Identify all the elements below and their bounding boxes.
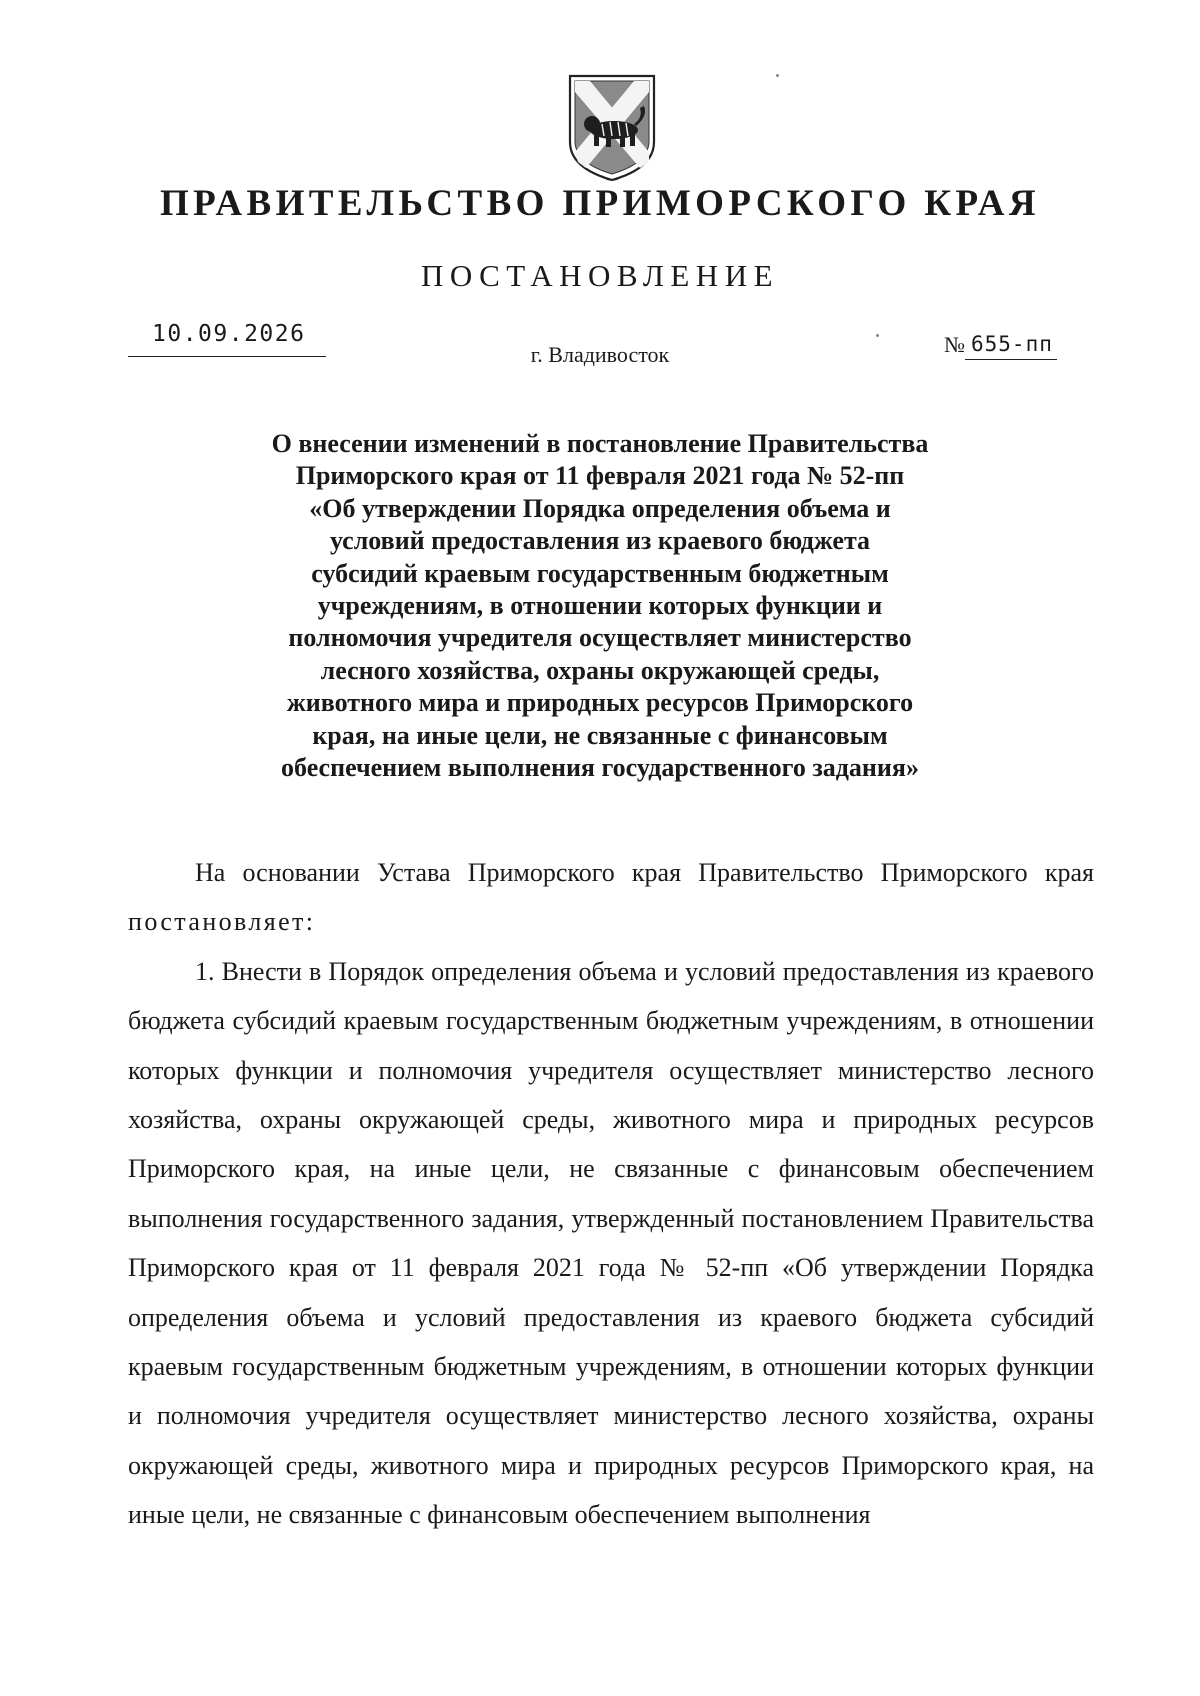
number-sign: № xyxy=(944,332,965,357)
subject-line: условий предоставления из краевого бюджета xyxy=(329,526,871,556)
preamble-paragraph xyxy=(128,848,1094,947)
subject-line: О внесении изменений в постановление Правительства xyxy=(271,429,929,458)
subject-line: Приморского края от 11 февраля 2021 года № 52-пп xyxy=(295,461,905,491)
document-body xyxy=(128,848,1094,1540)
document-city: г. Владивосток xyxy=(530,342,670,367)
date-underline xyxy=(128,356,326,357)
document-number: 655-пп xyxy=(965,331,1057,360)
document-type-heading: ПОСТАНОВЛЕНИЕ xyxy=(420,258,780,293)
organization-title: ПРАВИТЕЛЬСТВО ПРИМОРСКОГО КРАЯ xyxy=(159,183,1041,224)
document-date: 10.09.2026 xyxy=(152,321,306,347)
coat-of-arms-emblem xyxy=(566,72,658,184)
paragraph-1: 1. Внести в Порядок определения объема и условий предоставления из краевого бюджета субсидий краевым государственным бюджетным учреждениям, в отношении которых функции и полномочия учредителя осуществляет министерство лесного хозяйства, охраны окружающей среды, животного мира и природных ресурсов Приморского края, на иные цели, не связанные с финансовым обеспечением выполнения государственного задания, утвержденный постановлением Правительства Приморского края от 11 февраля 2021 года № 52-пп «Об утверждении Порядка определения объема и условий предоставления из краевого бюджета субсидий краевым государственным бюджетным учреждениям, в отношении которых функции и полномочия учредителя осуществляет министерство лесного хозяйства, охраны окружающей среды, животного мира и природных ресурсов Приморского края, на иные цели, не связанные с финансовым обеспечением выполнения xyxy=(128,956,1094,1530)
scan-artifact xyxy=(876,334,879,337)
subject-line: лесного хозяйства, охраны окружающей среды, xyxy=(320,655,880,685)
preamble-keyword: постановляет: xyxy=(128,907,316,937)
scan-artifact xyxy=(776,74,779,77)
preamble-text: На основании Устава Приморского края Правительство Приморского края xyxy=(195,858,1094,887)
subject-line: учреждениям, в отношении которых функции и xyxy=(317,591,883,621)
subject-line: субсидий краевым государственным бюджетным xyxy=(311,558,889,588)
document-number-block xyxy=(944,330,1084,360)
subject-line: животного мира и природных ресурсов Приморского xyxy=(286,688,914,718)
subject-line: обеспечением выполнения государственного задания» xyxy=(281,753,919,783)
document-subject xyxy=(170,428,1030,784)
date-block xyxy=(128,320,326,357)
subject-line: края, на иные цели, не связанные с финансовым xyxy=(312,720,888,750)
subject-line: «Об утверждении Порядка определения объема и xyxy=(309,493,891,523)
subject-line: полномочия учредителя осуществляет министерство xyxy=(288,623,912,653)
